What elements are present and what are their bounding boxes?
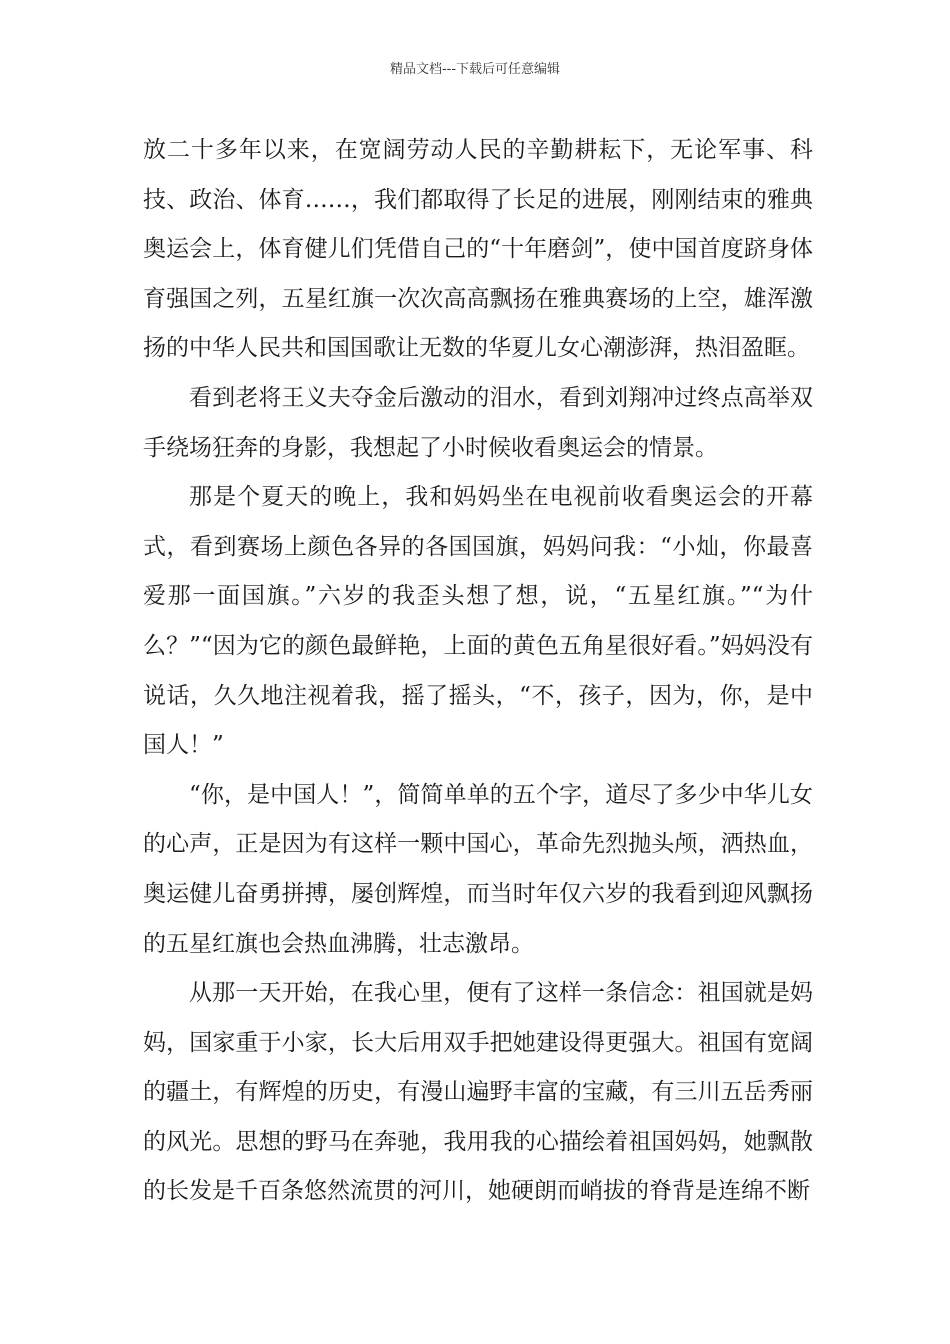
page-header: 精品文档---下载后可任意编辑 [389,62,561,77]
paragraph-4: “你，是中国人！”，简简单单的五个字，道尽了多少中华儿女的心声，正是因为有这样一颗中国心，革命先烈抛头颅，洒热血，奥运健儿奋勇拼搏，屡创辉煌，而当时年仅六岁的我看到迎风飘扬的五星红旗也会热血沸腾，壮志激昂。 [143,781,813,957]
document-body [143,126,813,1217]
paragraph-2: 看到老将王义夫夺金后激动的泪水，看到刘翔冲过终点高举双手绕场狂奔的身影，我想起了小时候收看奥运会的情景。 [143,384,813,461]
paragraph-5: 从那一天开始，在我心里，便有了这样一条信念：祖国就是妈妈，国家重于小家，长大后用双手把她建设得更强大。祖国有宽阔的疆土，有辉煌的历史，有漫山遍野丰富的宝藏，有三川五岳秀丽的风光。思想的野马在奔驰，我用我的心描绘着祖国妈妈，她飘散的长发是千百条悠然流贯的河川，她硬朗而峭拔的脊背是连绵不断 [143,980,813,1205]
paragraph-1: 放二十多年以来，在宽阔劳动人民的辛勤耕耘下，无论军事、科技、政治、体育……，我们都取得了长足的进展，刚刚结束的雅典奥运会上，体育健儿们凭借自己的“十年磨剑”，使中国首度跻身体育强国之列，五星红旗一次次高高飘扬在雅典赛场的上空，雄浑激扬的中华人民共和国国歌让无数的华夏儿女心潮澎湃，热泪盈眶。 [143,137,813,362]
paragraph-3: 那是个夏天的晚上，我和妈妈坐在电视前收看奥运会的开幕式，看到赛场上颜色各异的各国国旗，妈妈问我：“小灿，你最喜爱那一面国旗。”六岁的我歪头想了想，说，“五星红旗。”“为什么？”“因为它的颜色最鲜艳，上面的黄色五角星很好看。”妈妈没有说话，久久地注视着我，摇了摇头，“不，孩子，因为，你，是中国人！” [143,484,813,759]
